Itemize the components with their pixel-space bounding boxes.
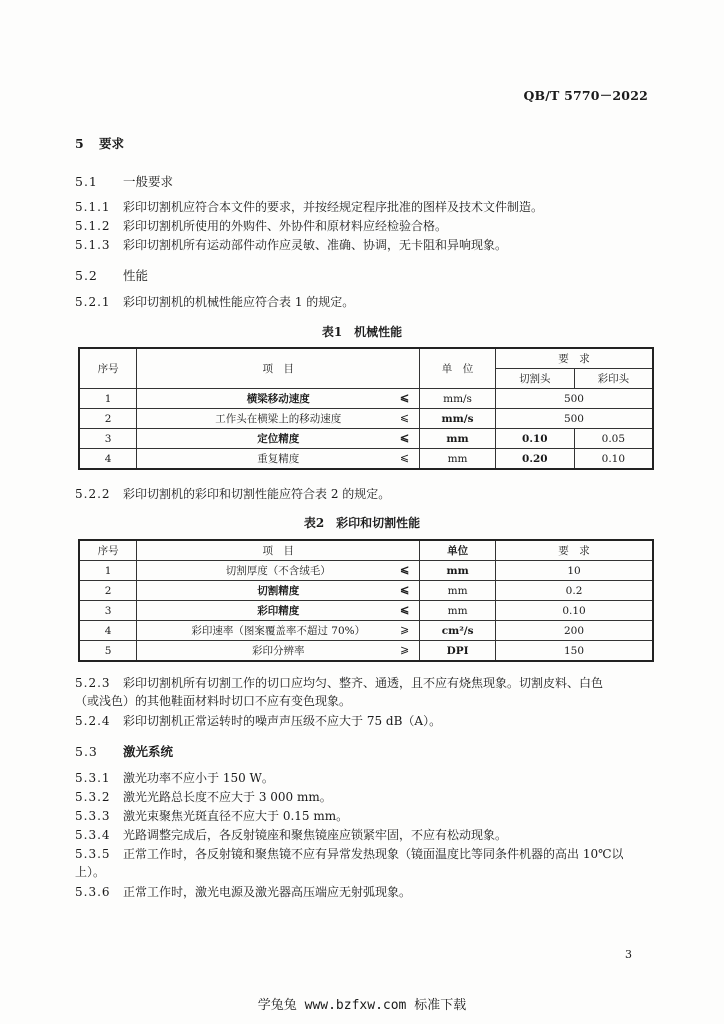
t1-sym: ⩽ bbox=[399, 391, 410, 404]
table-row bbox=[79, 641, 653, 662]
t2-header-item: 项 目 bbox=[137, 540, 420, 561]
clause-5-3-2: 5.3.2 激光光路总长度不应大于 3 000 mm。 bbox=[75, 790, 332, 804]
table-row bbox=[79, 601, 653, 621]
t1-item bbox=[137, 449, 420, 470]
t2-item-text: 彩印精度 bbox=[257, 605, 300, 617]
t2-seq: 5 bbox=[79, 641, 137, 662]
clause-5-3-5-cont: 上）。 bbox=[75, 865, 106, 879]
table-2-caption: 表2 彩印和切割性能 bbox=[303, 516, 421, 530]
t1-unit: mm/s bbox=[420, 389, 496, 409]
t2-seq: 2 bbox=[79, 581, 137, 601]
t2-req: 200 bbox=[496, 621, 653, 641]
t2-sym: ⩾ bbox=[400, 623, 410, 636]
t1-seq: 4 bbox=[79, 449, 137, 470]
clause-5-3-6: 5.3.6 正常工作时，激光电源及激光器高压端应无射弧现象。 bbox=[75, 885, 412, 899]
footer-watermark: 学兔兔 www.bzfxw.com 标准下载 bbox=[257, 998, 467, 1013]
t1-unit: mm/s bbox=[420, 409, 496, 429]
table-row bbox=[79, 449, 653, 470]
t1-item bbox=[137, 389, 420, 409]
table-1 bbox=[78, 347, 654, 470]
t1-unit: mm bbox=[420, 449, 496, 470]
t2-item-text: 切割精度 bbox=[257, 585, 300, 597]
t1-print: 0.05 bbox=[574, 429, 653, 449]
t1-unit: mm bbox=[420, 429, 496, 449]
t1-cut: 0.10 bbox=[495, 429, 574, 449]
clause-5-2-3: 5.2.3 彩印切割机所有切割工作的切口应均匀、整齐、通透，且不应有烧焦现象。切割皮料、白色 （或浅色）的其他鞋面材料时切口不应有变色现象。 bbox=[75, 676, 604, 708]
t2-sym: ⩽ bbox=[400, 563, 410, 576]
t1-header-req: 要 求 bbox=[495, 348, 653, 369]
t1-print: 0.10 bbox=[574, 449, 653, 470]
t1-header-print: 彩印头 bbox=[574, 369, 653, 389]
t1-cut: 0.20 bbox=[495, 449, 574, 470]
t2-item-text: 彩印分辨率 bbox=[252, 645, 305, 657]
table-2 bbox=[78, 539, 654, 662]
clause-5-3-1: 5.3.1 激光功率不应小于 150 W。 bbox=[75, 771, 274, 785]
clause-5-3-5: 5.3.5 正常工作时，各反射镜和聚焦镜不应有异常发热现象（镜面温度比等同条件机器的高出 10℃以 上）。 bbox=[75, 847, 624, 879]
table-1-caption: 表1 机械性能 bbox=[321, 325, 403, 339]
t1-item bbox=[137, 409, 420, 429]
section-5-2-heading: 5.2 性能 bbox=[75, 268, 149, 283]
t2-item-text: 切割厚度（不含绒毛） bbox=[225, 565, 331, 577]
t2-unit: mm bbox=[420, 601, 496, 621]
t2-item bbox=[137, 561, 420, 581]
clause-5-3-3: 5.3.3 激光束聚焦光斑直径不应大于 0.15 mm。 bbox=[75, 809, 349, 823]
t2-sym: ⩽ bbox=[400, 603, 410, 616]
t2-req: 0.2 bbox=[496, 581, 653, 601]
section-5-1-heading: 5.1 一般要求 bbox=[75, 174, 174, 189]
clause-5-2-2: 5.2.2 彩印切割机的彩印和切割性能应符合表 2 的规定。 bbox=[75, 487, 391, 501]
t2-seq: 4 bbox=[79, 621, 137, 641]
t1-sym: ⩽ bbox=[399, 451, 410, 464]
t2-item bbox=[137, 621, 420, 641]
page-number: 3 bbox=[625, 948, 632, 961]
t2-unit: mm bbox=[420, 561, 496, 581]
clause-5-2-4: 5.2.4 彩印切割机正常运转时的噪声声压级不应大于 75 dB（A）。 bbox=[75, 714, 442, 728]
t2-unit: cm²/s bbox=[420, 621, 496, 641]
t2-item bbox=[137, 581, 420, 601]
t1-header-item: 项 目 bbox=[137, 348, 420, 389]
table-row bbox=[79, 429, 653, 449]
t2-seq: 3 bbox=[79, 601, 137, 621]
t1-item-text: 定位精度 bbox=[257, 433, 300, 445]
t1-item-text: 工作头在横梁上的移动速度 bbox=[215, 413, 342, 425]
t2-req: 150 bbox=[496, 641, 653, 662]
t2-header-req: 要 求 bbox=[496, 540, 653, 561]
t1-item-text: 横梁移动速度 bbox=[246, 393, 310, 405]
t1-header-seq: 序号 bbox=[79, 348, 137, 389]
t2-sym: ⩾ bbox=[400, 643, 410, 656]
standard-code: QB/T 5770－2022 bbox=[523, 88, 648, 103]
t1-header-cut: 切割头 bbox=[495, 369, 574, 389]
clause-5-1-1: 5.1.1 彩印切割机应符合本文件的要求，并按经规定程序批准的图样及技术文件制造。 bbox=[75, 200, 544, 214]
clause-5-1-2: 5.1.2 彩印切割机所使用的外购件、外协件和原材料应经检验合格。 bbox=[75, 219, 448, 233]
clause-5-2-1: 5.2.1 彩印切割机的机械性能应符合表 1 的规定。 bbox=[75, 295, 355, 309]
t1-item-text: 重复精度 bbox=[257, 453, 300, 465]
table-row bbox=[79, 561, 653, 581]
section-5-3-heading: 5.3 激光系统 bbox=[75, 744, 174, 759]
t1-seq: 3 bbox=[79, 429, 137, 449]
t1-seq: 1 bbox=[79, 389, 137, 409]
t2-item bbox=[137, 601, 420, 621]
t2-unit: mm bbox=[420, 581, 496, 601]
t1-sym: ⩽ bbox=[399, 431, 410, 444]
table-row bbox=[79, 409, 653, 429]
t1-seq: 2 bbox=[79, 409, 137, 429]
clause-5-1-3: 5.1.3 彩印切割机所有运动部件动作应灵敏、准确、协调，无卡阻和异响现象。 bbox=[75, 238, 508, 252]
t1-header-unit: 单 位 bbox=[420, 348, 496, 389]
t1-item bbox=[137, 429, 420, 449]
t2-item-text: 彩印速率（图案覆盖率不超过 70%） bbox=[191, 625, 366, 637]
t2-seq: 1 bbox=[79, 561, 137, 581]
table-row bbox=[79, 389, 653, 409]
table-row bbox=[79, 581, 653, 601]
section-5-heading: 5 要求 bbox=[75, 136, 125, 151]
t2-sym: ⩽ bbox=[400, 583, 410, 596]
t2-unit: DPI bbox=[420, 641, 496, 662]
table-row bbox=[79, 621, 653, 641]
t2-req: 10 bbox=[496, 561, 653, 581]
t2-item bbox=[137, 641, 420, 662]
clause-5-2-3-cont: （或浅色）的其他鞋面材料时切口不应有变色现象。 bbox=[75, 694, 352, 708]
t1-sym: ⩽ bbox=[399, 411, 410, 424]
t1-req: 500 bbox=[495, 409, 653, 429]
t2-header-unit: 单位 bbox=[420, 540, 496, 561]
t2-req: 0.10 bbox=[496, 601, 653, 621]
clause-5-3-4: 5.3.4 光路调整完成后，各反射镜座和聚焦镜座应锁紧牢固，不应有松动现象。 bbox=[75, 828, 508, 842]
t2-header-seq: 序号 bbox=[79, 540, 137, 561]
t1-req: 500 bbox=[495, 389, 653, 409]
